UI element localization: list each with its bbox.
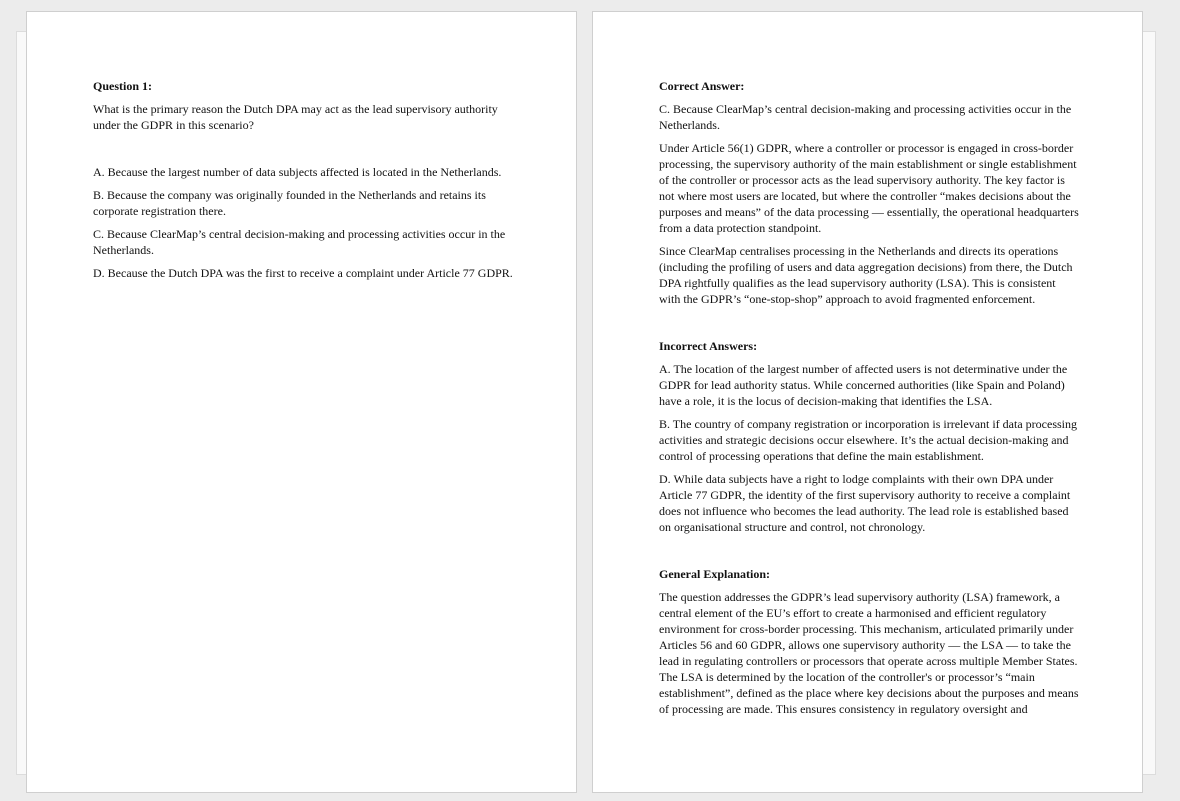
- general-explanation-paragraph: The question addresses the GDPR’s lead supervisory authority (LSA) framework, a central element of the EU’s effort to create a harmonised and efficient regulatory environment for cross-border processing. This mechanism, articulated primarily under Articles 56 and 60 GDPR, allows one supervisory authority — the LSA — to take the lead in regulating controllers or processors that operate across multiple Member States. The LSA is determined by the location of the controller's or processor’s “main establishment”, defined as the place where key decisions about the purposes and means of processing are made. This ensures consistency in regulatory oversight and: [659, 590, 1079, 716]
- document-page-left: [26, 11, 577, 793]
- page-content: [93, 78, 513, 288]
- correct-answer-paragraph: Since ClearMap centralises processing in the Netherlands and directs its operations (including the profiling of users and data aggregation decisions) from there, the Dutch DPA rightfully qualifies as the lead supervisory authority (LSA). This is consistent with the GDPR’s “one-stop-shop” approach to avoid fragmented enforcement.: [659, 244, 1073, 306]
- spacer: [659, 542, 1079, 566]
- question-text: What is the primary reason the Dutch DPA may act as the lead supervisory authority under the GDPR in this scenario?: [93, 102, 498, 132]
- page-content: [659, 78, 1079, 724]
- incorrect-answer-paragraph: A. The location of the largest number of affected users is not determinative under the GDPR for lead authority status. While concerned authorities (like Spain and Poland) have a role, it is the locus of decision-making that identifies the LSA.: [659, 362, 1068, 408]
- document-page-right: [592, 11, 1143, 793]
- incorrect-answers-heading: Incorrect Answers:: [659, 339, 758, 353]
- spacer: [93, 140, 513, 164]
- correct-answer-heading: Correct Answer:: [659, 79, 745, 93]
- incorrect-answer-paragraph: D. While data subjects have a right to lodge complaints with their own DPA under Article 77 GDPR, the identity of the first supervisory authority to receive a complaint does not influence who becomes the lead authority. The lead role is established based on organisational structure and control, not chronology.: [659, 472, 1071, 534]
- incorrect-answer-paragraph: B. The country of company registration or incorporation is irrelevant if data processing activities and strategic decisions occur elsewhere. It’s the actual decision-making and control of processing operations that define the main establishment.: [659, 417, 1077, 463]
- option-d: D. Because the Dutch DPA was the first to receive a complaint under Article 77 GDPR.: [93, 266, 513, 280]
- correct-answer-paragraph: Under Article 56(1) GDPR, where a controller or processor is engaged in cross-border processing, the supervisory authority of the main establishment or single establishment of the controller or processor acts as the lead supervisory authority. The key factor is not where most users are located, but where the controller “makes decisions about the purposes and means” of the data processing — essentially, the operational headquarters from a data protection standpoint.: [659, 141, 1079, 235]
- page-shadow-right: [1142, 31, 1156, 775]
- general-explanation-heading: General Explanation:: [659, 567, 771, 581]
- question-heading: Question 1:: [93, 79, 153, 93]
- spacer: [659, 314, 1079, 338]
- option-b: B. Because the company was originally founded in the Netherlands and retains its corporate registration there.: [93, 188, 486, 218]
- option-c: C. Because ClearMap’s central decision-making and processing activities occur in the Netherlands.: [93, 227, 506, 257]
- option-a: A. Because the largest number of data subjects affected is located in the Netherlands.: [93, 165, 502, 179]
- correct-answer-paragraph: C. Because ClearMap’s central decision-making and processing activities occur in the Netherlands.: [659, 102, 1072, 132]
